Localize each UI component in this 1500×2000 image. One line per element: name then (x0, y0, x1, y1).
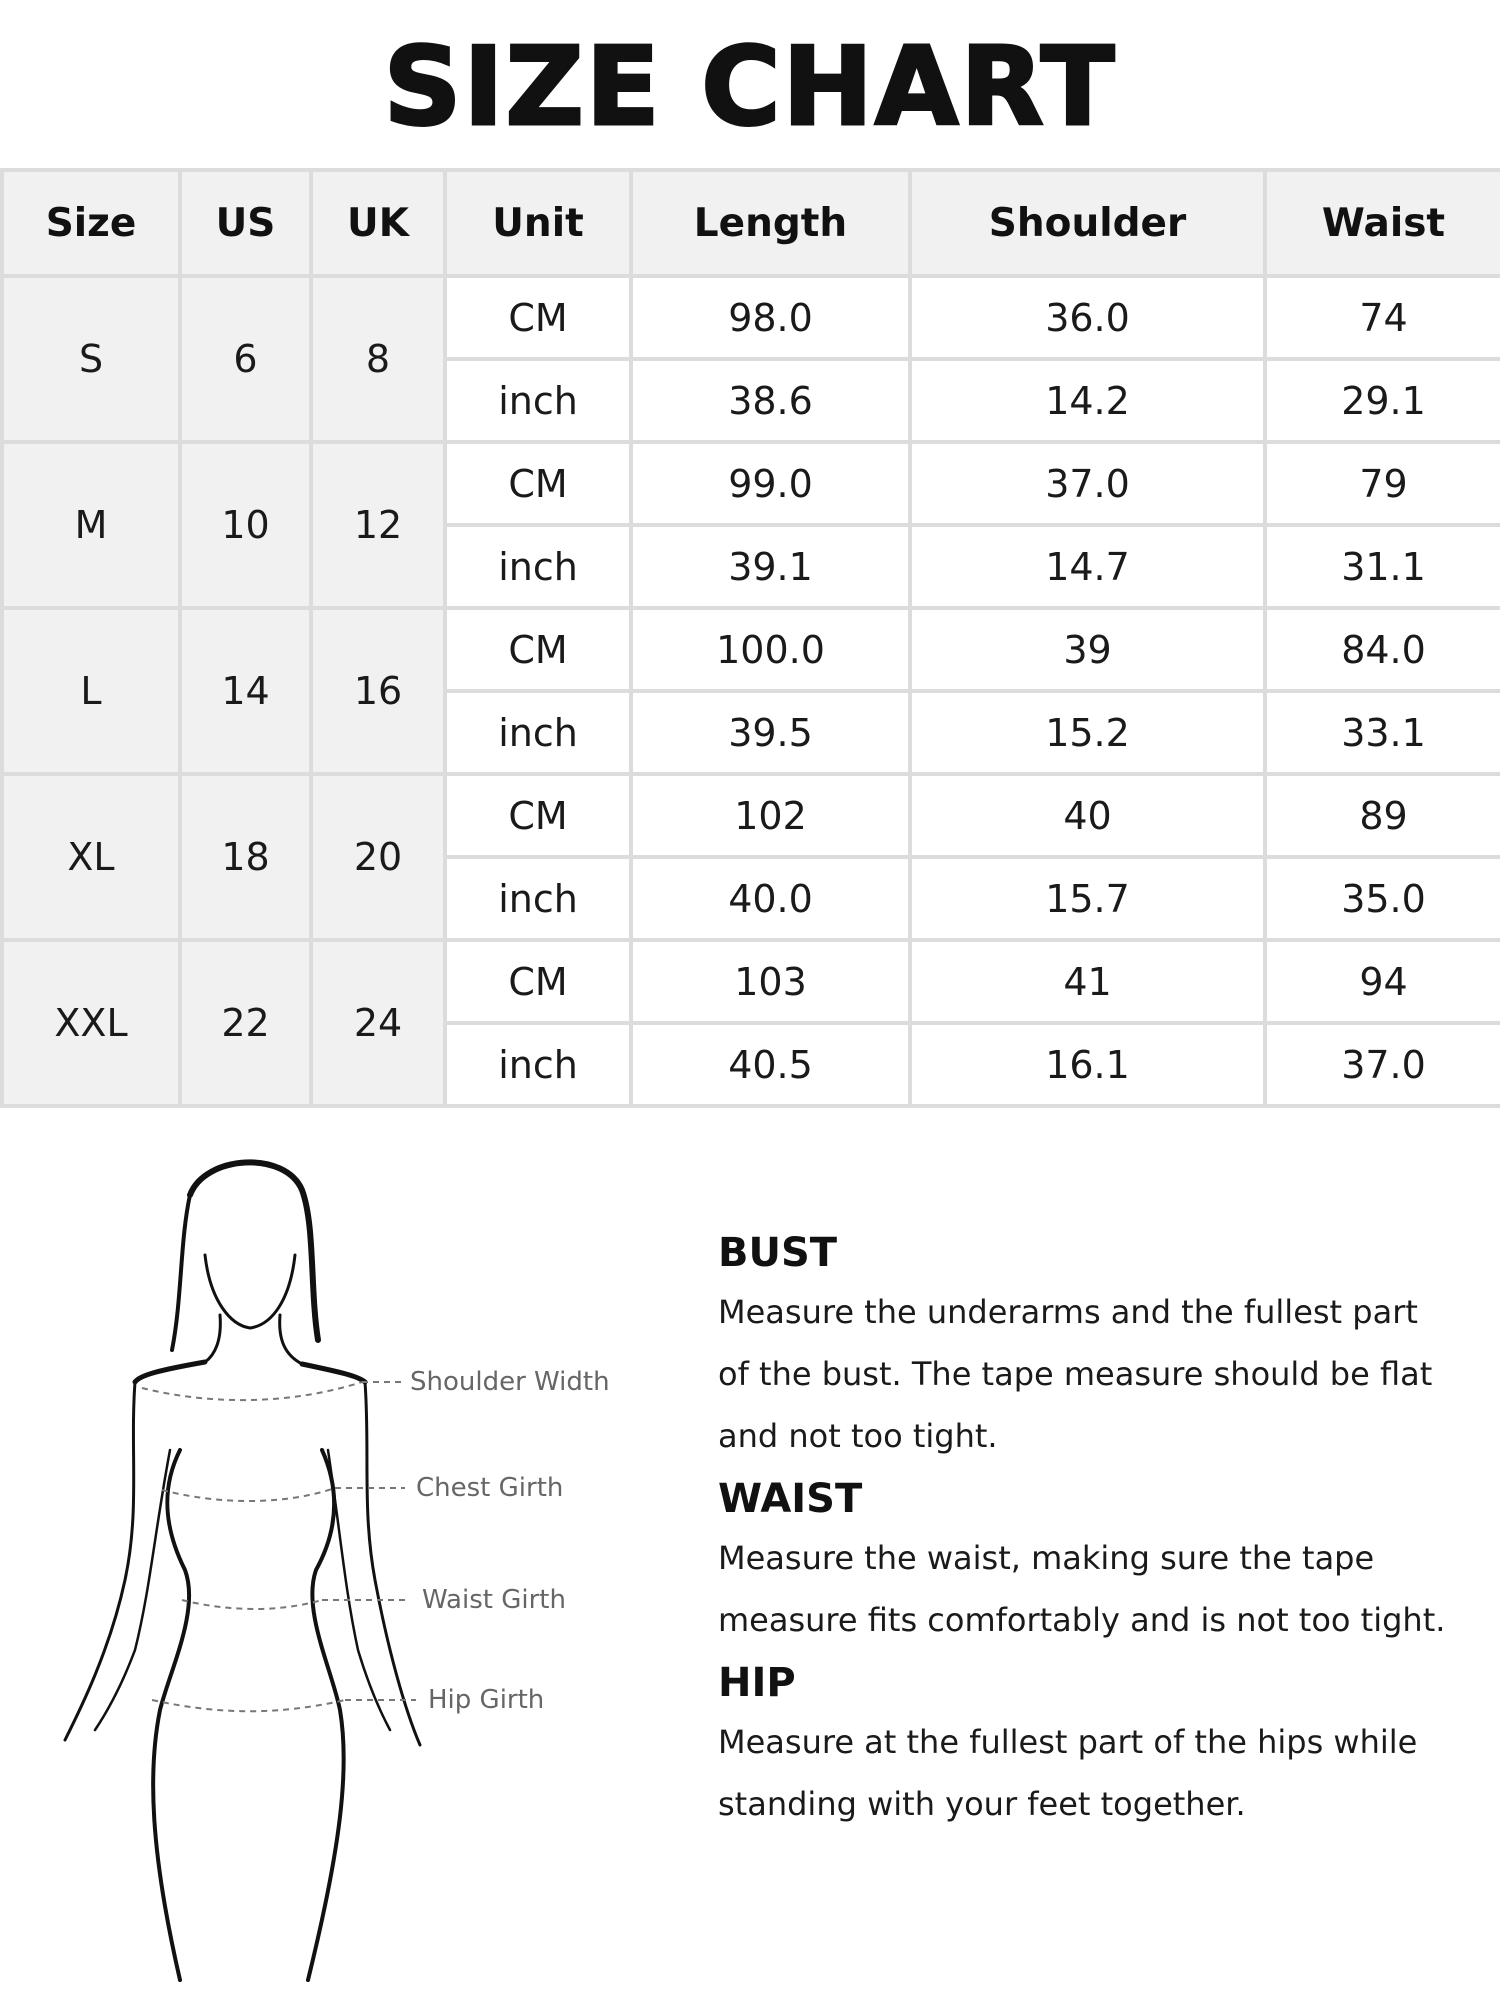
table-header-row (2, 170, 1500, 276)
header-size: Size (2, 170, 180, 276)
waist-cell: 33.1 (1265, 691, 1500, 774)
waist-cell: 79 (1265, 442, 1500, 525)
shoulder-cell: 37.0 (910, 442, 1265, 525)
body-figure (40, 1150, 680, 1990)
waist-cell: 29.1 (1265, 359, 1500, 442)
unit-cell: CM (445, 442, 631, 525)
length-cell: 38.6 (631, 359, 910, 442)
header-uk: UK (311, 170, 445, 276)
waist-cell: 84.0 (1265, 608, 1500, 691)
length-cell: 39.1 (631, 525, 910, 608)
table-row (2, 276, 1500, 359)
unit-cell: CM (445, 774, 631, 857)
waist-cell: 31.1 (1265, 525, 1500, 608)
table-row (2, 442, 1500, 525)
uk-cell: 16 (311, 608, 445, 774)
waist-cell: 94 (1265, 940, 1500, 1023)
header-waist: Waist (1265, 170, 1500, 276)
us-cell: 14 (180, 608, 311, 774)
shoulder-cell: 14.7 (910, 525, 1265, 608)
length-cell: 40.5 (631, 1023, 910, 1106)
length-cell: 100.0 (631, 608, 910, 691)
label-hip-girth: Hip Girth (428, 1685, 545, 1715)
uk-cell: 12 (311, 442, 445, 608)
length-cell: 102 (631, 774, 910, 857)
us-cell: 6 (180, 276, 311, 442)
uk-cell: 8 (311, 276, 445, 442)
length-cell: 40.0 (631, 857, 910, 940)
waist-cell: 35.0 (1265, 857, 1500, 940)
waist-cell: 74 (1265, 276, 1500, 359)
hip-text: Measure at the fullest part of the hips while standing with your feet together. (718, 1723, 1418, 1823)
bust-text: Measure the underarms and the fullest part of the bust. The tape measure should be flat and not too tight. (718, 1293, 1433, 1455)
header-us: US (180, 170, 311, 276)
measurement-guide (718, 1225, 1458, 1839)
table-row (2, 940, 1500, 1023)
shoulder-cell: 15.7 (910, 857, 1265, 940)
unit-cell: inch (445, 359, 631, 442)
size-cell: XL (2, 774, 180, 940)
waist-heading: WAIST (718, 1476, 863, 1522)
size-table (0, 168, 1500, 1108)
header-unit: Unit (445, 170, 631, 276)
table-row (2, 774, 1500, 857)
shoulder-cell: 36.0 (910, 276, 1265, 359)
uk-cell: 24 (311, 940, 445, 1106)
length-cell: 39.5 (631, 691, 910, 774)
label-shoulder-width: Shoulder Width (410, 1367, 610, 1397)
length-cell: 99.0 (631, 442, 910, 525)
unit-cell: CM (445, 608, 631, 691)
size-cell: L (2, 608, 180, 774)
shoulder-cell: 15.2 (910, 691, 1265, 774)
uk-cell: 20 (311, 774, 445, 940)
shoulder-cell: 39 (910, 608, 1265, 691)
us-cell: 22 (180, 940, 311, 1106)
unit-cell: CM (445, 940, 631, 1023)
waist-cell: 37.0 (1265, 1023, 1500, 1106)
size-cell: S (2, 276, 180, 442)
shoulder-cell: 41 (910, 940, 1265, 1023)
waist-text: Measure the waist, making sure the tape measure fits comfortably and is not too tight. (718, 1539, 1446, 1639)
waist-cell: 89 (1265, 774, 1500, 857)
label-chest-girth: Chest Girth (416, 1473, 564, 1503)
unit-cell: inch (445, 1023, 631, 1106)
unit-cell: inch (445, 525, 631, 608)
unit-cell: inch (445, 857, 631, 940)
hip-heading: HIP (718, 1660, 796, 1706)
size-cell: M (2, 442, 180, 608)
shoulder-cell: 16.1 (910, 1023, 1265, 1106)
header-shoulder: Shoulder (910, 170, 1265, 276)
header-length: Length (631, 170, 910, 276)
us-cell: 18 (180, 774, 311, 940)
size-cell: XXL (2, 940, 180, 1106)
us-cell: 10 (180, 442, 311, 608)
bust-heading: BUST (718, 1230, 838, 1276)
length-cell: 98.0 (631, 276, 910, 359)
body-silhouette (40, 1150, 680, 1990)
table-row (2, 608, 1500, 691)
shoulder-cell: 40 (910, 774, 1265, 857)
shoulder-cell: 14.2 (910, 359, 1265, 442)
label-waist-girth: Waist Girth (422, 1585, 566, 1615)
unit-cell: inch (445, 691, 631, 774)
page-title: SIZE CHART (383, 25, 1117, 150)
unit-cell: CM (445, 276, 631, 359)
length-cell: 103 (631, 940, 910, 1023)
